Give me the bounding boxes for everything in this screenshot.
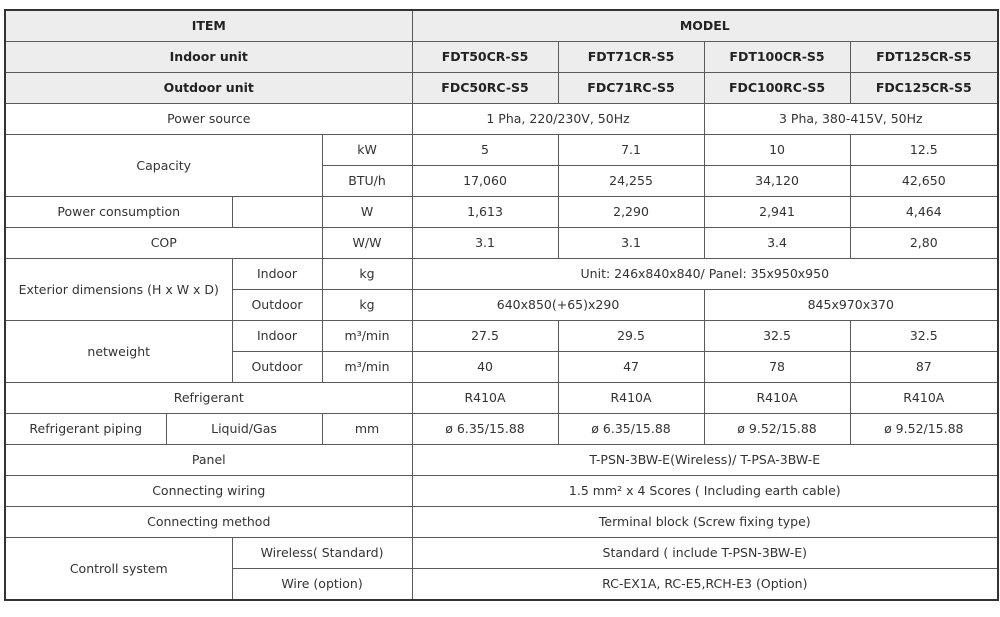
cop-3: 3.4 (704, 228, 850, 259)
panel-row (5, 445, 998, 476)
netweight-outdoor-unit: m³/min (322, 352, 412, 383)
power-source-label: Power source (5, 104, 412, 135)
wiring-label: Connecting wiring (5, 476, 412, 507)
capacity-btu-4: 42,650 (850, 166, 998, 197)
model-header: MODEL (412, 10, 998, 42)
power-consumption-row (5, 197, 998, 228)
power-source-row (5, 104, 998, 135)
power-consumption-4: 4,464 (850, 197, 998, 228)
netweight-outdoor-2: 47 (558, 352, 704, 383)
cop-unit: W/W (322, 228, 412, 259)
netweight-outdoor-3: 78 (704, 352, 850, 383)
refrigerant-1: R410A (412, 383, 558, 414)
power-consumption-unit: W (322, 197, 412, 228)
method-label: Connecting method (5, 507, 412, 538)
cop-row (5, 228, 998, 259)
piping-4: ø 9.52/15.88 (850, 414, 998, 445)
netweight-indoor-row (5, 321, 998, 352)
refrigerant-2: R410A (558, 383, 704, 414)
control-wire-value: RC-EX1A, RC-E5,RCH-E3 (Option) (412, 569, 998, 601)
exterior-outdoor-unit: kg (322, 290, 412, 321)
indoor-model-1: FDT50CR-S5 (412, 42, 558, 73)
refrigerant-label: Refrigerant (5, 383, 412, 414)
netweight-indoor-1: 27.5 (412, 321, 558, 352)
capacity-label: Capacity (5, 135, 322, 197)
indoor-model-3: FDT100CR-S5 (704, 42, 850, 73)
panel-value: T-PSN-3BW-E(Wireless)/ T-PSA-3BW-E (412, 445, 998, 476)
indoor-model-2: FDT71CR-S5 (558, 42, 704, 73)
control-wire-label: Wire (option) (232, 569, 412, 601)
outdoor-model-1: FDC50RC-S5 (412, 73, 558, 104)
power-source-single-phase: 1 Pha, 220/230V, 50Hz (412, 104, 704, 135)
exterior-outdoor-large: 845x970x370 (704, 290, 998, 321)
refrigerant-row (5, 383, 998, 414)
netweight-indoor-label: Indoor (232, 321, 322, 352)
netweight-outdoor-4: 87 (850, 352, 998, 383)
header-row (5, 10, 998, 42)
capacity-btu-3: 34,120 (704, 166, 850, 197)
control-wireless-label: Wireless( Standard) (232, 538, 412, 569)
cop-2: 3.1 (558, 228, 704, 259)
netweight-outdoor-label: Outdoor (232, 352, 322, 383)
power-consumption-spacer (232, 197, 322, 228)
power-consumption-label: Power consumption (5, 197, 232, 228)
control-wireless-value: Standard ( include T-PSN-3BW-E) (412, 538, 998, 569)
exterior-outdoor-small: 640x850(+65)x290 (412, 290, 704, 321)
cop-1: 3.1 (412, 228, 558, 259)
power-consumption-3: 2,941 (704, 197, 850, 228)
method-value: Terminal block (Screw fixing type) (412, 507, 998, 538)
capacity-kw-unit: kW (322, 135, 412, 166)
piping-2: ø 6.35/15.88 (558, 414, 704, 445)
indoor-unit-label: Indoor unit (5, 42, 412, 73)
capacity-kw-3: 10 (704, 135, 850, 166)
netweight-outdoor-1: 40 (412, 352, 558, 383)
spec-table (4, 9, 999, 601)
piping-row (5, 414, 998, 445)
exterior-indoor-label: Indoor (232, 259, 322, 290)
exterior-indoor-unit: kg (322, 259, 412, 290)
capacity-btu-1: 17,060 (412, 166, 558, 197)
refrigerant-4: R410A (850, 383, 998, 414)
indoor-model-4: FDT125CR-S5 (850, 42, 998, 73)
wiring-row (5, 476, 998, 507)
power-consumption-1: 1,613 (412, 197, 558, 228)
method-row (5, 507, 998, 538)
netweight-indoor-4: 32.5 (850, 321, 998, 352)
capacity-btu-unit: BTU/h (322, 166, 412, 197)
netweight-indoor-unit: m³/min (322, 321, 412, 352)
capacity-kw-row (5, 135, 998, 166)
power-consumption-2: 2,290 (558, 197, 704, 228)
capacity-kw-2: 7.1 (558, 135, 704, 166)
exterior-indoor-row (5, 259, 998, 290)
panel-label: Panel (5, 445, 412, 476)
piping-3: ø 9.52/15.88 (704, 414, 850, 445)
piping-1: ø 6.35/15.88 (412, 414, 558, 445)
control-wireless-row (5, 538, 998, 569)
capacity-btu-2: 24,255 (558, 166, 704, 197)
power-source-three-phase: 3 Pha, 380-415V, 50Hz (704, 104, 998, 135)
piping-label: Refrigerant piping (5, 414, 166, 445)
exterior-outdoor-label: Outdoor (232, 290, 322, 321)
cop-4: 2,80 (850, 228, 998, 259)
control-label: Controll system (5, 538, 232, 601)
exterior-indoor-value: Unit: 246x840x840/ Panel: 35x950x950 (412, 259, 998, 290)
exterior-label: Exterior dimensions (H x W x D) (5, 259, 232, 321)
indoor-unit-row (5, 42, 998, 73)
outdoor-model-4: FDC125CR-S5 (850, 73, 998, 104)
piping-unit: mm (322, 414, 412, 445)
netweight-indoor-3: 32.5 (704, 321, 850, 352)
item-header: ITEM (5, 10, 412, 42)
capacity-kw-1: 5 (412, 135, 558, 166)
cop-label: COP (5, 228, 322, 259)
capacity-kw-4: 12.5 (850, 135, 998, 166)
netweight-indoor-2: 29.5 (558, 321, 704, 352)
outdoor-unit-label: Outdoor unit (5, 73, 412, 104)
refrigerant-3: R410A (704, 383, 850, 414)
outdoor-unit-row (5, 73, 998, 104)
outdoor-model-2: FDC71RC-S5 (558, 73, 704, 104)
netweight-label: netweight (5, 321, 232, 383)
piping-sub-label: Liquid/Gas (166, 414, 322, 445)
wiring-value: 1.5 mm² x 4 Scores ( Including earth cable) (412, 476, 998, 507)
outdoor-model-3: FDC100RC-S5 (704, 73, 850, 104)
